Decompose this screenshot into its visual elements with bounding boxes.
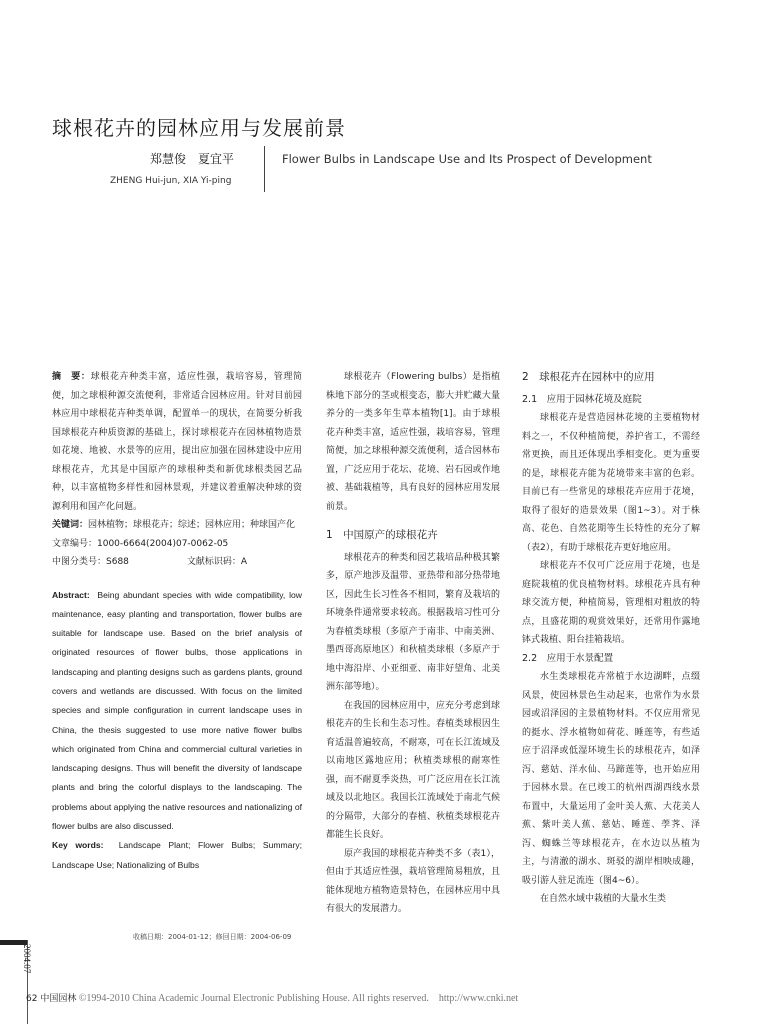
keywords-cn	[52, 516, 302, 535]
doc-code: 文献标识码：A	[186, 557, 248, 567]
section-1-paragraph-1: 球根花卉的种类和园艺栽培品种极其繁多，原产地涉及温带、亚热带和部分热带地区，因此生长习性各不相同，繁育及栽培的环境条件通常要求较高。根据栽培习性可分为春植类球根（多原产于南非、中南美洲、墨西哥高原地区）和秋植类球根（多原产于地中海沿岸、小亚细亚、南非好望角、北美洲东部等地）。	[326, 552, 500, 692]
issue-date-vertical: 2004.07	[22, 944, 32, 974]
subsection-2-2-paragraph-1: 水生类球根花卉常植于水边湖畔，点缀风景，使园林景色生动起来，也常作为水景园或沼泽园的主景植物材料。不仅应用常见的挺水、浮水植物如荷花、睡莲等，有些适应于沼泽或低湿环境生长的球根花卉，如泽泻、慈姑、洋水仙、马蹄莲等，也开始应用于园林水景。在已竣工的杭州西湖西线水景布置中，大量运用了金叶美人蕉、大花美人蕉、紫叶美人蕉、慈姑、睡莲、荸荠、泽泻、蜘蛛兰等球根花卉，在水边以丛植为主，与清澈的湖水、斑驳的湖岸相映成趣，吸引游人驻足流连（图4~6）。	[522, 672, 700, 886]
abstract-column	[52, 368, 302, 875]
abstract-en	[52, 586, 302, 837]
subsection-2-1-heading: 2.1 应用于园林花境及庭院	[522, 393, 642, 405]
abstract-en-text: Being abundant species with wide compatibility, low maintenance, easy planting and transportation, flower bulbs are suitable for landscape use. Based on the brief analysis of originated resources of flower bulbs, those applications in landscaping and planting designs such as gardens plants, ground covers and wetlands are discussed. With focus on the limited species and simple configuration in current landscape uses in China, the thesis suggested to use more native flower bulbs which originated from China and commercial cultural varieties in landscaping designs. Thus will benefit the diversity of landscape plants and bring the colorful displays to the landscaping. The problems about applying the native resources and nationalizing of flower bulbs are also discussed.	[52, 589, 302, 832]
section-1-heading: 1 中国原产的球根花卉	[326, 529, 438, 541]
subsection-2-1-paragraph-2: 球根花卉不仅可广泛应用于花境，也是庭院栽植的优良植物材料。球根花卉具有种球交流方便，种植简易，管理相对粗放的特点，且盛花期的观赏效果好，还常用作露地钵式栽植、阳台挂箱栽培。	[522, 561, 700, 645]
keywords-en-label: Key words:	[52, 840, 104, 851]
section-1-paragraph-3: 原产我国的球根花卉种类不多（表1），但由于其适应性强，栽培管理简易粗放，且能体现地方植物造景特色，在园林应用中具有很大的发展潜力。	[326, 848, 500, 914]
article-number: 文章编号：1000-6664(2004)07-0062-05	[52, 538, 229, 549]
classification-row	[52, 553, 302, 572]
keywords-en	[52, 836, 302, 875]
section-1-paragraph-2: 在我国的园林应用中，应充分考虑到球根花卉的生长和生态习性。春植类球根因生育适温普遍较高，不耐寒，可在长江流域及以南地区露地应用；秋植类球根的耐寒性强，而不耐夏季炎热，可广泛应用在长江流域及以北地区。我国长江流域处于南北气候的分隔带，大部分的春植、秋植类球根花卉都能生长良好。	[326, 700, 500, 840]
authors-en: ZHENG Hui-jun, XIA Yi-ping	[110, 176, 232, 186]
keywords-text: 园林植物；球根花卉；综述；园林应用；种球国产化	[88, 520, 296, 530]
authors-cn: 郑慧俊 夏宜平	[150, 152, 235, 166]
received-dates: 收稿日期：2004-01-12；修回日期：2004-06-09	[133, 933, 292, 941]
keywords-en-text: Landscape Plant; Flower Bulbs; Summary; Landscape Use; Nationalizing of Bulbs	[52, 840, 302, 870]
keywords-label: 关键词：	[52, 520, 89, 530]
subsection-2-2-paragraph-2: 在自然水域中栽植的大量水生类	[540, 894, 667, 904]
paper-title-cn: 球根花卉的园林应用与发展前景	[52, 116, 346, 140]
paper-title-en: Flower Bulbs in Landscape Use and Its Prospect of Development	[282, 152, 652, 166]
body-column-3	[522, 368, 700, 909]
clc-number: 中图分类号：S688	[52, 557, 129, 567]
body-column-2	[326, 368, 500, 919]
abstract-label: 摘 要：	[52, 372, 91, 382]
abstract-text: 球根花卉种类丰富，适应性强，栽培容易，管理简便，加之球根种源交流便利，非常适合园林应用。针对目前园林应用中球根花卉种类单调，配置单一的现状，在简要分析我国球根花卉种质资源的基础上，探讨球根花卉在园林植物造景如花境、地被、水景等的应用，提出应加强在园林建设中应用球根花卉，尤其是中国原产的球根种类和新优球根类园艺品种，以丰富植物多样性和园林景观，并建议着重解决种球的资源利用和国产化问题。	[52, 372, 302, 512]
abstract-en-label: Abstract:	[52, 589, 90, 600]
section-2-heading: 2 球根花卉在园林中的应用	[522, 371, 655, 383]
abstract-cn	[52, 368, 302, 516]
intro-paragraph: 球根花卉（Flowering bulbs）是指植株地下部分的茎或根变态，膨大并贮藏大量养分的一类多年生草本植物[1]。由于球根花卉种类丰富，适应性强，栽培容易，管理简便，加之球根种源交流便利，适合园林布置，广泛应用于花坛、花境、岩石园或作地被、基础栽植等，具有良好的园林应用发展前景。	[326, 372, 500, 512]
page-footer	[26, 989, 518, 1004]
copyright-notice: ©1994-2010 China Academic Journal Electronic Publishing House. All rights reserved. http://www.cnki.net	[78, 993, 519, 1004]
subsection-2-2-heading: 2.2 应用于水景配置	[522, 652, 614, 664]
page-journal: 62 中国园林	[26, 994, 77, 1004]
header-divider	[264, 146, 265, 192]
subsection-2-1-paragraph-1: 球根花卉是营造园林花境的主要植物材料之一，不仅种植简便，养护省工，不需经常更换，而且还体现出季相变化。更为重要的是，球根花卉能为花境带来丰富的色彩。目前已有一些常见的球根花卉应用于花境，取得了很好的造景效果（图1~3）。对于株高、花色、自然花期等生长特性的充分了解（表2），有助于球根花卉更好地应用。	[522, 413, 700, 553]
